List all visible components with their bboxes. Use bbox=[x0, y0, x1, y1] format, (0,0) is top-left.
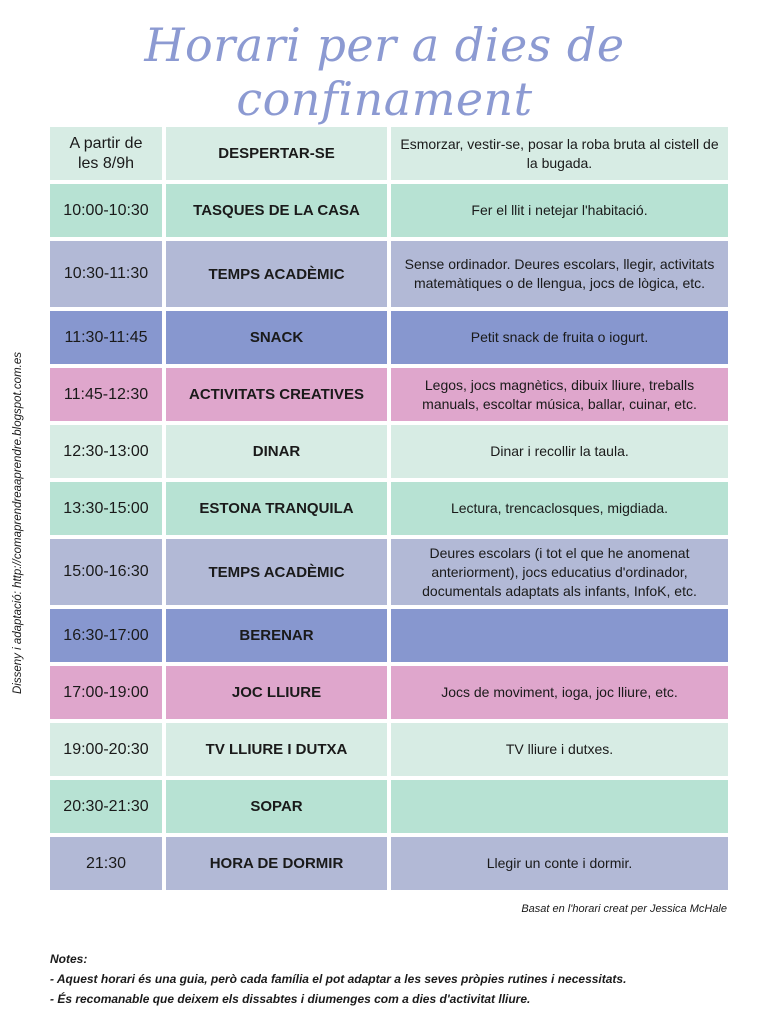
description-cell: Jocs de moviment, ioga, joc lliure, etc. bbox=[391, 666, 728, 719]
description-cell: Lectura, trencaclosques, migdiada. bbox=[391, 482, 728, 535]
description-cell: Llegir un conte i dormir. bbox=[391, 837, 728, 890]
time-cell: 19:00-20:30 bbox=[50, 723, 162, 776]
activity-cell: BERENAR bbox=[166, 609, 387, 662]
time-cell: 21:30 bbox=[50, 837, 162, 890]
activity-cell: ESTONA TRANQUILA bbox=[166, 482, 387, 535]
schedule-row bbox=[50, 609, 728, 662]
schedule-row bbox=[50, 311, 728, 364]
schedule-table bbox=[50, 127, 728, 894]
schedule-row bbox=[50, 425, 728, 478]
activity-cell: SOPAR bbox=[166, 780, 387, 833]
description-cell bbox=[391, 609, 728, 662]
activity-cell: DINAR bbox=[166, 425, 387, 478]
time-cell: 10:00-10:30 bbox=[50, 184, 162, 237]
time-cell: A partir de les 8/9h bbox=[50, 127, 162, 180]
description-cell: TV lliure i dutxes. bbox=[391, 723, 728, 776]
activity-cell: SNACK bbox=[166, 311, 387, 364]
activity-cell: TEMPS ACADÈMIC bbox=[166, 241, 387, 307]
source-credit: Basat en l'horari creat per Jessica McHale bbox=[521, 903, 727, 915]
activity-cell: DESPERTAR-SE bbox=[166, 127, 387, 180]
description-cell bbox=[391, 780, 728, 833]
description-cell: Legos, jocs magnètics, dibuix lliure, treballs manuals, escoltar música, ballar, cuinar, etc. bbox=[391, 368, 728, 421]
activity-cell: TEMPS ACADÈMIC bbox=[166, 539, 387, 605]
description-cell: Dinar i recollir la taula. bbox=[391, 425, 728, 478]
notes-section bbox=[50, 949, 626, 1009]
description-cell: Deures escolars (i tot el que he anomenat anteriorment), jocs educatius d'ordinador, documentals adaptats als infants, InfoK, etc. bbox=[391, 539, 728, 605]
schedule-row bbox=[50, 780, 728, 833]
schedule-row bbox=[50, 368, 728, 421]
time-cell: 10:30-11:30 bbox=[50, 241, 162, 307]
note-item: - És recomanable que deixem els dissabtes i diumenges com a dies d'activitat lliure. bbox=[50, 992, 531, 1006]
activity-cell: ACTIVITATS CREATIVES bbox=[166, 368, 387, 421]
activity-cell: TV LLIURE I DUTXA bbox=[166, 723, 387, 776]
activity-cell: HORA DE DORMIR bbox=[166, 837, 387, 890]
time-cell: 17:00-19:00 bbox=[50, 666, 162, 719]
notes-heading: Notes: bbox=[50, 952, 88, 966]
time-cell: 13:30-15:00 bbox=[50, 482, 162, 535]
activity-cell: JOC LLIURE bbox=[166, 666, 387, 719]
description-cell: Sense ordinador. Deures escolars, llegir, activitats matemàtiques o de llengua, jocs de lògica, etc. bbox=[391, 241, 728, 307]
schedule-row bbox=[50, 241, 728, 307]
time-cell: 20:30-21:30 bbox=[50, 780, 162, 833]
time-cell: 12:30-13:00 bbox=[50, 425, 162, 478]
description-cell: Esmorzar, vestir-se, posar la roba bruta al cistell de la bugada. bbox=[391, 127, 728, 180]
schedule-row bbox=[50, 723, 728, 776]
time-cell: 15:00-16:30 bbox=[50, 539, 162, 605]
time-cell: 11:30-11:45 bbox=[50, 311, 162, 364]
time-cell: 16:30-17:00 bbox=[50, 609, 162, 662]
time-cell: 11:45-12:30 bbox=[50, 368, 162, 421]
page-title: Horari per a dies de confinament bbox=[144, 18, 625, 126]
schedule-row bbox=[50, 539, 728, 605]
description-cell: Petit snack de fruita o iogurt. bbox=[391, 311, 728, 364]
schedule-row bbox=[50, 837, 728, 890]
design-credit-vertical: Disseny i adaptació: http://comaprendreaaprendre.blogspot.com.es bbox=[12, 352, 24, 695]
activity-cell: TASQUES DE LA CASA bbox=[166, 184, 387, 237]
schedule-row bbox=[50, 127, 728, 180]
note-item: - Aquest horari és una guia, però cada família el pot adaptar a les seves pròpies rutines i necessitats. bbox=[50, 972, 627, 986]
schedule-row bbox=[50, 666, 728, 719]
schedule-row bbox=[50, 482, 728, 535]
description-cell: Fer el llit i netejar l'habitació. bbox=[391, 184, 728, 237]
schedule-row bbox=[50, 184, 728, 237]
